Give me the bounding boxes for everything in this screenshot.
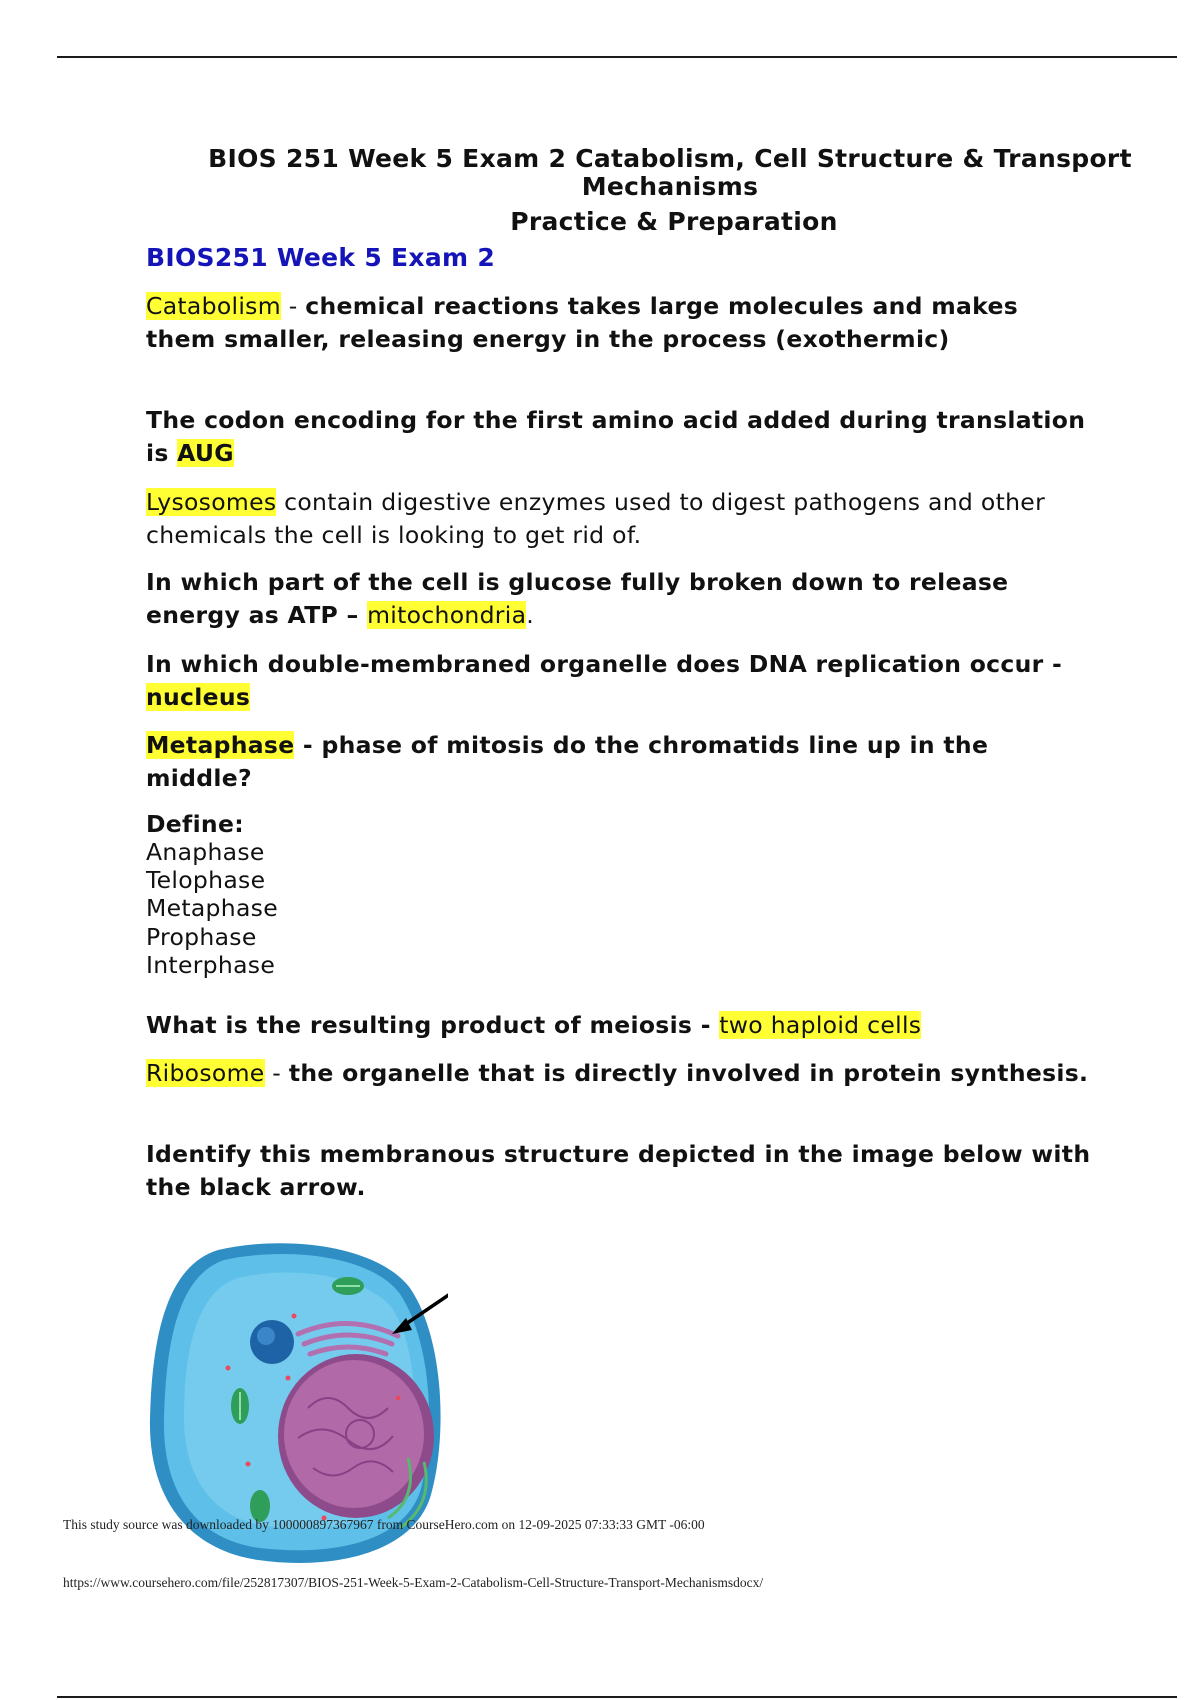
- list-item: Prophase: [146, 922, 257, 951]
- list-item: Interphase: [146, 950, 276, 979]
- definition-text: the organelle that is directly involved in protein synthesis.: [288, 1059, 1089, 1087]
- document-title: BIOS 251 Week 5 Exam 2 Catabolism, Cell Structure & Transport Mechanisms: [208, 144, 1132, 201]
- highlight-answer: two haploid cells: [719, 1011, 922, 1039]
- define-block: [146, 810, 278, 979]
- question-text: In which part of the cell is glucose fully broken down to release energy as ATP –: [146, 568, 1009, 629]
- definition-text: contain digestive enzymes used to digest pathogens and other chemicals the cell is looking to get rid of.: [146, 488, 1046, 549]
- source-url: https://www.coursehero.com/file/252817307/BIOS-251-Week-5-Exam-2-Catabolism-Cell-Structure-Transport-Mechanismsdocx/: [63, 1575, 764, 1590]
- top-rule: [57, 56, 1177, 58]
- question-meiosis: [146, 1009, 1196, 1042]
- highlight-answer: AUG: [177, 438, 234, 467]
- question-lysosomes: [146, 486, 1096, 551]
- section-heading: BIOS251 Week 5 Exam 2: [146, 243, 496, 272]
- question-catabolism: [146, 290, 1096, 355]
- list-item: Anaphase: [146, 838, 265, 866]
- separator: -: [280, 292, 306, 320]
- question-codon: [146, 404, 1096, 469]
- question-identify: [146, 1138, 1096, 1203]
- highlight-answer: nucleus: [146, 682, 251, 711]
- question-ribosome: [146, 1057, 1096, 1090]
- question-metaphase: [146, 729, 1096, 794]
- define-list: [146, 838, 278, 979]
- highlight-answer: mitochondria: [367, 600, 527, 629]
- list-item: Metaphase: [146, 894, 278, 923]
- question-text: Identify this membranous structure depicted in the image below with the black arrow.: [146, 1140, 1091, 1201]
- download-notice: This study source was downloaded by 100000897367967 from CourseHero.com on 12-09-2025 07:33:33 GMT -06:00: [63, 1517, 705, 1532]
- question-glucose: [146, 566, 1096, 631]
- definition-text: chemical reactions takes large molecules and makes them smaller, releasing energy in the process (exothermic): [146, 292, 1019, 353]
- separator: -: [264, 1059, 289, 1087]
- define-title: Define:: [146, 810, 244, 838]
- highlight-term: Metaphase: [146, 731, 295, 759]
- list-item: Telophase: [146, 866, 266, 895]
- highlight-term: Lysosomes: [146, 488, 277, 516]
- question-text: - phase of mitosis do the chromatids line up in the middle?: [146, 731, 989, 792]
- question-dna: [146, 648, 1096, 713]
- highlight-term: Ribosome: [146, 1059, 265, 1087]
- period: .: [526, 600, 535, 629]
- document-subtitle: Practice & Preparation: [510, 207, 838, 236]
- question-text: The codon encoding for the first amino acid added during translation is: [146, 406, 1086, 467]
- highlight-term: Catabolism: [146, 292, 281, 320]
- bottom-rule: [57, 1696, 1177, 1698]
- question-text: What is the resulting product of meiosis -: [146, 1011, 720, 1039]
- question-text: In which double-membraned organelle does DNA replication occur -: [146, 650, 1063, 678]
